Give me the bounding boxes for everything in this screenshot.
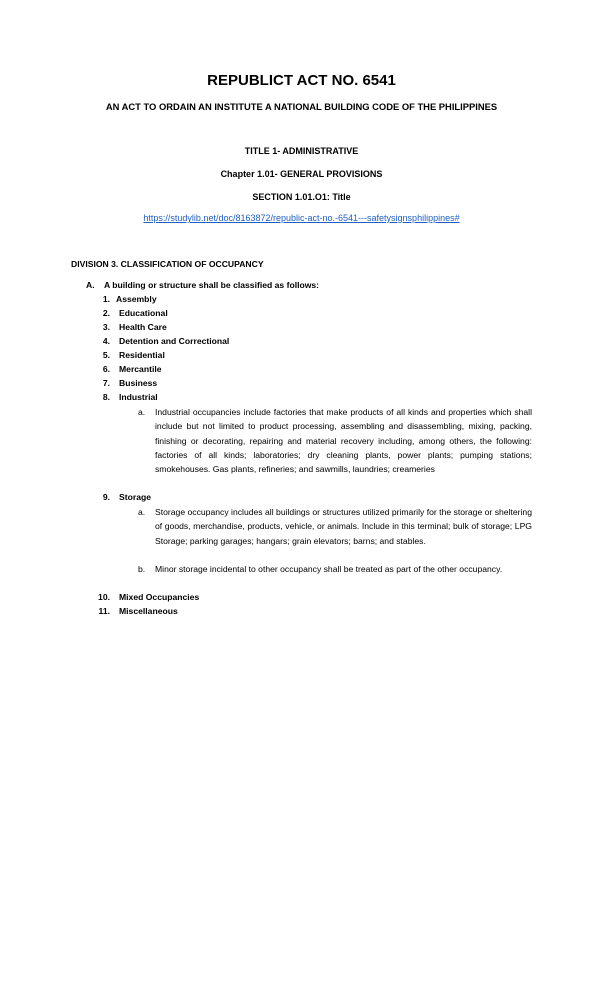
list-item-label: Assembly	[116, 294, 157, 304]
list-item-label: Detention and Correctional	[119, 336, 230, 346]
list-item-label: Miscellaneous	[119, 606, 178, 616]
list-item-number: 6.	[102, 364, 110, 374]
list-item-label: Mixed Occupancies	[119, 592, 200, 602]
list-item-number: 7.	[102, 378, 110, 388]
section-heading: SECTION 1.01.O1: Title	[252, 192, 351, 202]
title-heading: TITLE 1- ADMINISTRATIVE	[244, 146, 359, 156]
list-item-label: Residential	[119, 350, 165, 360]
storage-sub-text-a	[155, 505, 532, 548]
division-heading: DIVISION 3. CLASSIFICATION OF OCCUPANCY	[71, 259, 264, 269]
list-item-number: 9.	[102, 492, 110, 502]
list-item-number: 3.	[102, 322, 110, 332]
list-item-number: 1.	[102, 294, 110, 304]
list-item-number: 10.	[98, 592, 110, 602]
industrial-sub-text	[155, 405, 532, 476]
list-item-label: Industrial	[119, 392, 158, 402]
section-a-text: A building or structure shall be classified as follows:	[104, 280, 320, 290]
document-subtitle: AN ACT TO ORDAIN AN INSTITUTE A NATIONAL BUILDING CODE OF THE PHILIPPINES	[105, 101, 498, 112]
list-item-label: Educational	[119, 308, 168, 318]
industrial-sub-marker: a.	[138, 407, 146, 417]
list-item-label: Business	[119, 378, 158, 388]
storage-sub-paragraph: Minor storage incidental to other occupancy shall be treated as part of the other occupancy.	[155, 564, 503, 574]
storage-sub-marker-b: b.	[138, 564, 146, 574]
list-item-label: Mercantile	[119, 364, 162, 374]
document-title: REPUBLICT ACT NO. 6541	[207, 72, 396, 89]
list-item-number: 8.	[102, 392, 110, 402]
list-item-number: 11.	[98, 606, 110, 616]
storage-sub-marker-a: a.	[138, 507, 146, 517]
list-item-number: 4.	[102, 336, 110, 346]
industrial-sub-paragraph: Industrial occupancies include factories that make products of all kinds and properties which shall include but not limited to product processing, assembling and disassembling, mixing, packing, finishing or decorating, repairing and material recovery including, among others, the following: factories of all kinds; laboratories; dry cleaning plants, power plants; pumping stations; smokehouses. Gas plants, refineries; and sawmills, laundries; creameries	[155, 407, 532, 475]
storage-sub-text-b	[155, 562, 532, 576]
storage-sub-paragraph: Storage occupancy includes all buildings or structures utilized primarily for the storage or sheltering of goods, merchandise, products, vehicle, or animals. Include in this terminal; bulk of storage; LPG Storage; parking garages; hangars; grain elevators; barns; and stables.	[155, 507, 532, 546]
list-item-label: Health Care	[119, 322, 167, 332]
list-item-number: 5.	[102, 350, 110, 360]
source-link[interactable]: https://studylib.net/doc/8163872/republic-act-no.-6541---safetysignsphilippines#	[143, 213, 460, 223]
list-item-number: 2.	[102, 308, 110, 318]
list-item-label: Storage	[119, 492, 151, 502]
section-a-marker: A.	[86, 280, 95, 290]
chapter-heading: Chapter 1.01- GENERAL PROVISIONS	[220, 169, 383, 179]
